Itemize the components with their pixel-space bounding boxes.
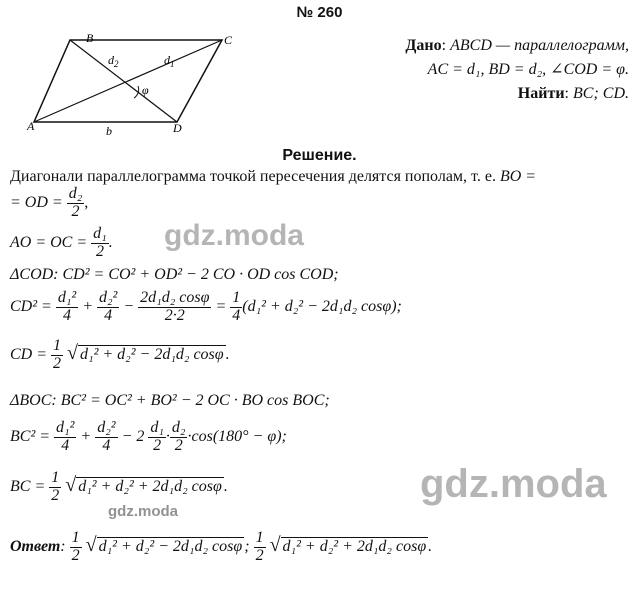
line-5-f4-den: 4	[232, 306, 241, 324]
answer-1-num: 1	[71, 529, 80, 546]
line-6	[10, 338, 230, 373]
line-5	[10, 290, 402, 325]
line-6-tail: .	[225, 345, 230, 363]
sqrt-sign-1: √	[67, 341, 79, 364]
line-9-lead: BC =	[10, 477, 46, 495]
line-9-tail: .	[223, 477, 228, 495]
line-8-f2-num: d₂²	[97, 419, 116, 436]
label-b-vertex: B	[86, 31, 94, 45]
line-8-f1-den: 4	[61, 436, 70, 454]
line-5-frac-1	[56, 290, 78, 325]
line-2-frac	[67, 186, 85, 221]
line-5-minus: −	[123, 297, 135, 315]
label-a-vertex: A	[27, 119, 35, 133]
solution-heading: Решение.	[282, 147, 357, 164]
line-1-eq: BO =	[499, 168, 537, 185]
label-d2-sub: 2	[114, 59, 119, 69]
answer-label: Ответ	[10, 537, 61, 555]
line-2-den: 2	[71, 202, 80, 220]
label-d2	[108, 53, 119, 69]
line-2-num: d₂	[68, 185, 83, 202]
line-5-f1-den: 4	[63, 306, 71, 324]
line-6-frac	[51, 338, 63, 373]
answer-separator: ;	[244, 537, 250, 555]
line-5-f4-num: 1	[232, 289, 241, 306]
label-d1-letter: d	[164, 53, 170, 67]
line-5-eq: =	[215, 297, 227, 315]
line-8	[10, 420, 287, 455]
sqrt-sign-4: √	[269, 533, 281, 556]
line-5-f3-num: 2d₁d₂ cosφ	[140, 289, 210, 306]
line-2-tail: ,	[84, 193, 89, 211]
given-text-1: ABCD — параллелограмм,	[450, 37, 629, 54]
line-5-frac-3	[138, 290, 211, 325]
line-5-plus: +	[82, 297, 93, 315]
line-8-f3-num: d₁	[150, 419, 164, 436]
find-line: Найти: BC; CD.	[517, 85, 629, 102]
line-3-tail: .	[108, 233, 113, 251]
line-9-frac	[49, 470, 61, 505]
answer-end: .	[428, 537, 433, 555]
line-8-lead: BC² =	[10, 427, 51, 445]
problem-number: № 260	[296, 4, 343, 21]
line-8-f3-den: 2	[153, 436, 162, 454]
line-5-frac-2	[97, 290, 119, 325]
answer-1-den: 2	[71, 546, 80, 564]
sqrt-sign-2: √	[65, 473, 77, 496]
find-label: Найти	[517, 85, 565, 102]
line-9-root: d₁² + d₂² + 2d₁d₂ cosφ	[78, 477, 222, 495]
given-label: Дано	[405, 37, 442, 54]
line-5-f2-den: 4	[104, 306, 113, 324]
line-3-lead: AO = OC =	[10, 233, 88, 251]
given-line-1: Дано: ABCD — параллелограмм,	[405, 37, 629, 54]
answer-2-den: 2	[255, 546, 264, 564]
answer-1-root: d₁² + d₂² − 2d₁d₂ cosφ	[98, 537, 243, 555]
label-d-vertex: D	[173, 121, 182, 135]
line-4: ΔCOD: CD² = CO² + OD² − 2 CO · OD cos COD;	[10, 266, 339, 283]
line-5-frac-4	[230, 290, 242, 325]
answer-frac-2	[254, 530, 266, 565]
watermark-3: gdz.moda	[108, 503, 178, 520]
line-6-lead: CD =	[10, 345, 48, 363]
line-8-frac-2	[95, 420, 117, 455]
label-phi: φ	[142, 83, 149, 97]
line-8-frac-4	[170, 420, 188, 455]
line-7: ΔBOC: BC² = OC² + BO² − 2 OC · BO cos BOC;	[10, 392, 330, 409]
sqrt-sign-3: √	[85, 533, 97, 556]
line-3-num: d₁	[93, 225, 107, 242]
line-8-plus: +	[80, 427, 92, 445]
label-d2-letter: d	[108, 53, 114, 67]
watermark-2: gdz.moda	[420, 462, 607, 506]
parallelogram-figure	[22, 22, 242, 142]
line-6-num: 1	[53, 337, 62, 354]
line-9-num: 1	[51, 469, 60, 486]
line-5-tail: (d₁² + d₂² − 2d₁d₂ cosφ);	[242, 297, 402, 315]
line-6-root: d₁² + d₂² − 2d₁d₂ cosφ	[80, 345, 224, 363]
line-3	[10, 226, 113, 261]
line-2-lead: = OD =	[10, 193, 63, 211]
answer-2-num: 1	[255, 529, 264, 546]
line-9-den: 2	[51, 486, 60, 504]
answer-frac-1	[70, 530, 82, 565]
given-text-2: AC = d₁, BD = d₂, ∠COD = φ.	[427, 61, 629, 78]
line-9	[10, 470, 228, 505]
line-1-text: Диагонали параллелограмма точкой пересечения делятся пополам, т. е.	[10, 168, 496, 185]
label-c-vertex: C	[224, 33, 233, 47]
line-8-minus: − 2	[121, 427, 145, 445]
watermark-1: gdz.moda	[164, 219, 304, 252]
line-5-f1-num: d₁²	[57, 289, 77, 306]
line-8-f4-den: 2	[174, 436, 183, 454]
line-8-f2-den: 4	[102, 436, 111, 454]
label-d1-sub: 1	[170, 59, 175, 69]
line-5-lead: CD² =	[10, 297, 52, 315]
line-2	[10, 186, 88, 221]
line-8-f4-num: d₂	[171, 419, 186, 436]
line-1	[10, 168, 536, 186]
line-6-den: 2	[53, 354, 62, 372]
given-block	[405, 34, 629, 106]
line-5-f3-den: 2·2	[164, 306, 185, 324]
line-8-f1-num: d₁²	[56, 419, 75, 436]
line-8-frac-3	[148, 420, 166, 455]
line-8-tail: ·cos(180° − φ);	[187, 427, 287, 445]
line-3-den: 2	[95, 242, 104, 260]
line-8-dot: ·	[165, 427, 170, 445]
answer-colon: :	[60, 537, 66, 555]
answer-2-root: d₁² + d₂² + 2d₁d₂ cosφ	[282, 537, 427, 555]
answer-line	[10, 530, 432, 565]
line-8-frac-1	[54, 420, 76, 455]
line-3-frac	[91, 226, 109, 261]
label-d1	[164, 53, 175, 69]
label-b-side: b	[106, 124, 112, 138]
find-value: BC; CD.	[573, 85, 629, 102]
line-5-f2-num: d₂²	[98, 289, 118, 306]
